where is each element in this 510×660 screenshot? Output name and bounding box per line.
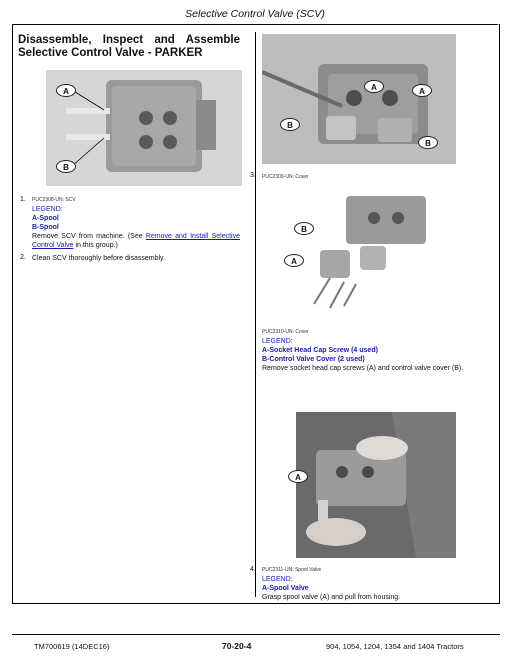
legend-heading: LEGEND: bbox=[262, 576, 293, 583]
step-number: 2. bbox=[20, 254, 26, 261]
column-divider bbox=[255, 32, 256, 597]
callout-b: B bbox=[56, 160, 76, 173]
exploded-cover-photo bbox=[286, 188, 438, 322]
page-header-title: Selective Control Valve (SCV) bbox=[12, 8, 498, 25]
callout-a: A bbox=[56, 84, 76, 97]
legend-item: B-Spool bbox=[32, 224, 59, 231]
legend-item: A-Spool bbox=[32, 215, 59, 222]
step-number: 1. bbox=[20, 196, 26, 203]
legend-item: A-Socket Head Cap Screw (4 used) bbox=[262, 347, 378, 354]
legend-heading: LEGEND: bbox=[262, 338, 293, 345]
footer-doc-id: TM700619 (14DEC16) bbox=[34, 642, 110, 651]
callout-b: B bbox=[280, 118, 300, 131]
step-text: Grasp spool valve (A) and pull from housing. bbox=[262, 594, 401, 601]
figure-caption: PUC2310-UN: Cover bbox=[262, 329, 309, 335]
step-text bbox=[32, 232, 240, 250]
figure-caption: PUC2309-UN: Cover bbox=[262, 174, 309, 180]
footer-divider bbox=[12, 634, 500, 635]
legend-heading: LEGEND: bbox=[32, 206, 63, 213]
callout-b: B bbox=[418, 136, 438, 149]
step-1 bbox=[32, 196, 240, 250]
step-text-after: in this group.) bbox=[73, 242, 118, 249]
figure-caption: PUC2308-UN: SCV bbox=[32, 197, 76, 203]
callout-a: A bbox=[364, 80, 384, 93]
section-title: Disassemble, Inspect and Assemble Selective Control Valve - PARKER bbox=[18, 34, 240, 59]
step-2: Clean SCV thoroughly before disassembly. bbox=[32, 255, 165, 262]
callout-a: A bbox=[288, 470, 308, 483]
step-number: 4. bbox=[250, 566, 256, 573]
step-4 bbox=[262, 566, 472, 602]
footer-page-number: 70-20-4 bbox=[222, 641, 252, 651]
step-number: 3. bbox=[250, 172, 256, 179]
step-text: Remove socket head cap screws (A) and control valve cover (B). bbox=[262, 365, 464, 372]
spool-valve-illustration bbox=[296, 412, 456, 558]
cover-removal-step bbox=[262, 328, 472, 373]
figure-caption: PUC2311-UN: Spool Valve bbox=[262, 567, 322, 573]
callout-a: A bbox=[412, 84, 432, 97]
step-text-before: Remove SCV from machine. (See bbox=[32, 233, 146, 240]
legend-item: A-Spool Valve bbox=[262, 585, 309, 592]
legend-item: B-Control Valve Cover (2 used) bbox=[262, 356, 365, 363]
footer-models: 904, 1054, 1204, 1354 and 1404 Tractors bbox=[326, 642, 464, 651]
callout-b: B bbox=[294, 222, 314, 235]
step-3-caption bbox=[262, 173, 462, 182]
callout-a: A bbox=[284, 254, 304, 267]
spool-valve-photo bbox=[296, 412, 456, 558]
exploded-cover-illustration bbox=[286, 188, 438, 322]
remove-install-scv-link[interactable]: Remove and Install Selective Control Valve bbox=[32, 233, 240, 249]
